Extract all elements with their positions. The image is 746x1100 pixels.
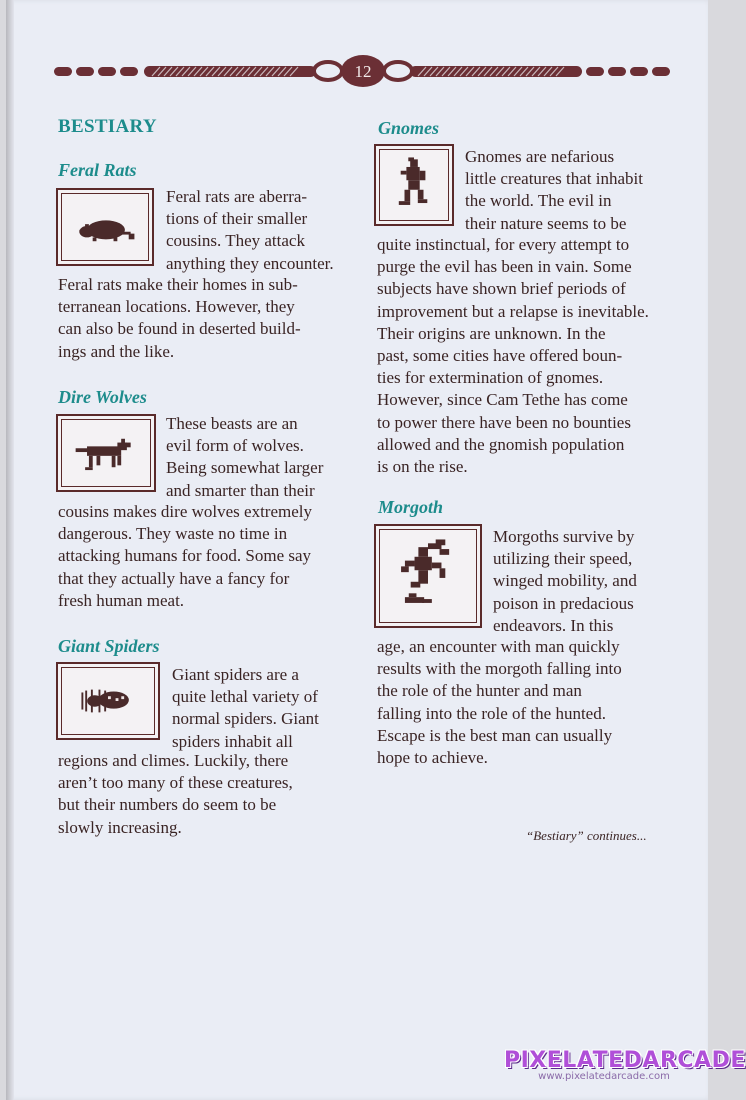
- gnomes-text: quite instinctual, for every attempt to purge the evil has been in vain. Some subjects have shown brief periods of improvement but a relapse is inevitable. Their origins are unknown. In the past, some cities have offered boun- ties for extermination of gnomes. However, since Cam Tethe has come to power there have been no bounties allowed and the gnomish population is on the rise.: [377, 235, 649, 477]
- spider-icon: [58, 664, 158, 738]
- entry-title-dire-wolves: Dire Wolves: [58, 387, 147, 407]
- gnome-illustration: [374, 144, 454, 226]
- watermark-url: www.pixelatedarcade.com: [538, 1071, 670, 1082]
- entry-title-feral-rats: Feral Rats: [58, 160, 137, 180]
- dire-wolves-wrap-text: These beasts are an evil form of wolves. Being somewhat larger and smarter than their: [166, 414, 324, 500]
- wolf-icon: [58, 416, 154, 490]
- rat-icon: [58, 190, 152, 264]
- morgoth-icon: [376, 526, 480, 626]
- morgoth-text: age, an encounter with man quickly results with the morgoth falling into the role of the hunter and man falling into the role of the hunted. Escape is the best man can usually hope to achieve.: [377, 637, 622, 768]
- morgoth-illustration: [374, 524, 482, 628]
- feral-rats-text: Feral rats make their homes in sub- terranean locations. However, they can also be found in deserted build- ings and the like.: [58, 275, 301, 361]
- header-ornament: [52, 54, 672, 90]
- wolf-illustration: [56, 414, 156, 492]
- dire-wolves-text: cousins makes dire wolves extremely dangerous. They waste no time in attacking humans for food. Some say that they actually have a fancy for fresh human meat.: [58, 502, 312, 610]
- manual-page: [6, 0, 746, 1100]
- watermark: [504, 1048, 746, 1082]
- giant-spiders-text: regions and climes. Luckily, there aren’t too many of these creatures, but their numbers do seem to be slowly increasing.: [58, 751, 293, 837]
- rat-illustration: [56, 188, 154, 266]
- gnome-icon: [376, 146, 452, 224]
- gnomes-wrap-text: Gnomes are nefarious little creatures that inhabit the world. The evil in their nature seems to be: [465, 147, 643, 233]
- page-binding-edge: [6, 0, 14, 1100]
- entry-title-giant-spiders: Giant Spiders: [58, 636, 160, 656]
- entry-title-morgoth: Morgoth: [378, 497, 444, 517]
- feral-rats-wrap-text: Feral rats are aberra- tions of their smaller cousins. They attack anything they encounter.: [166, 187, 334, 273]
- spider-illustration: [56, 662, 160, 740]
- watermark-brand: PIXELATEDARCADE: [504, 1048, 746, 1073]
- page-number: 12: [354, 62, 372, 81]
- giant-spiders-wrap-text: Giant spiders are a quite lethal variety of normal spiders. Giant spiders inhabit all: [172, 665, 319, 751]
- entry-title-gnomes: Gnomes: [378, 118, 440, 138]
- section-title: BESTIARY: [58, 116, 157, 137]
- continues-note: “Bestiary” continues...: [526, 828, 647, 843]
- morgoth-wrap-text: Morgoths survive by utilizing their speed, winged mobility, and poison in predacious endeavors. In this: [493, 527, 637, 635]
